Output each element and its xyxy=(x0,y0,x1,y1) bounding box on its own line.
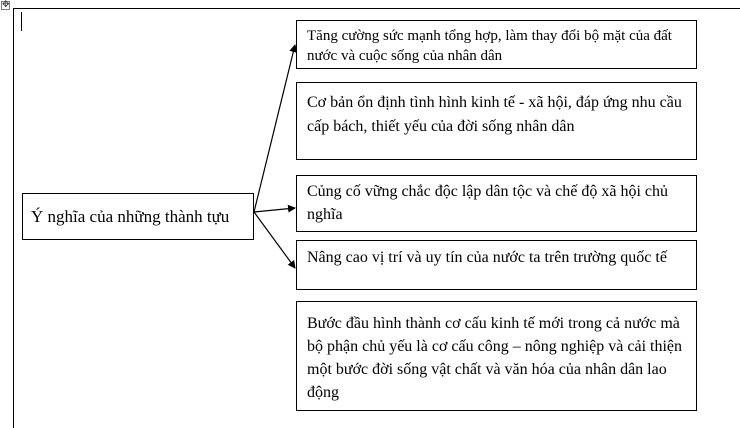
move-arrows-icon[interactable]: ✥ xyxy=(2,0,10,10)
item-text-3: Củng cố vững chắc độc lập dân tộc và chế độ xã hội chủ nghĩa xyxy=(307,183,668,223)
item-text-4: Nâng cao vị trí và uy tín của nước ta trên trường quốc tế xyxy=(307,249,667,266)
item-text-1: Tăng cường sức mạnh tổng hợp, làm thay đổi bộ mặt của đất nước và cuộc sống của nhân dân xyxy=(307,28,672,64)
center-text: Ý nghĩa của những thành tựu xyxy=(31,207,230,226)
arrow-3 xyxy=(254,212,295,268)
item-text-5: Bước đầu hình thành cơ cấu kinh tế mới trong cả nước mà bộ phận chủ yếu là cơ cấu công – nông nghiệp và cải thiện một bước đời sống vật chất và văn hóa của nhân dân lao động xyxy=(307,315,683,401)
item-text-2: Cơ bản ổn định tình hình kinh tế - xã hội, đáp ứng nhu cầu cấp bách, thiết yếu của đời sống nhân dân xyxy=(307,94,682,135)
arrow-2 xyxy=(254,208,295,212)
arrow-1 xyxy=(254,45,295,212)
